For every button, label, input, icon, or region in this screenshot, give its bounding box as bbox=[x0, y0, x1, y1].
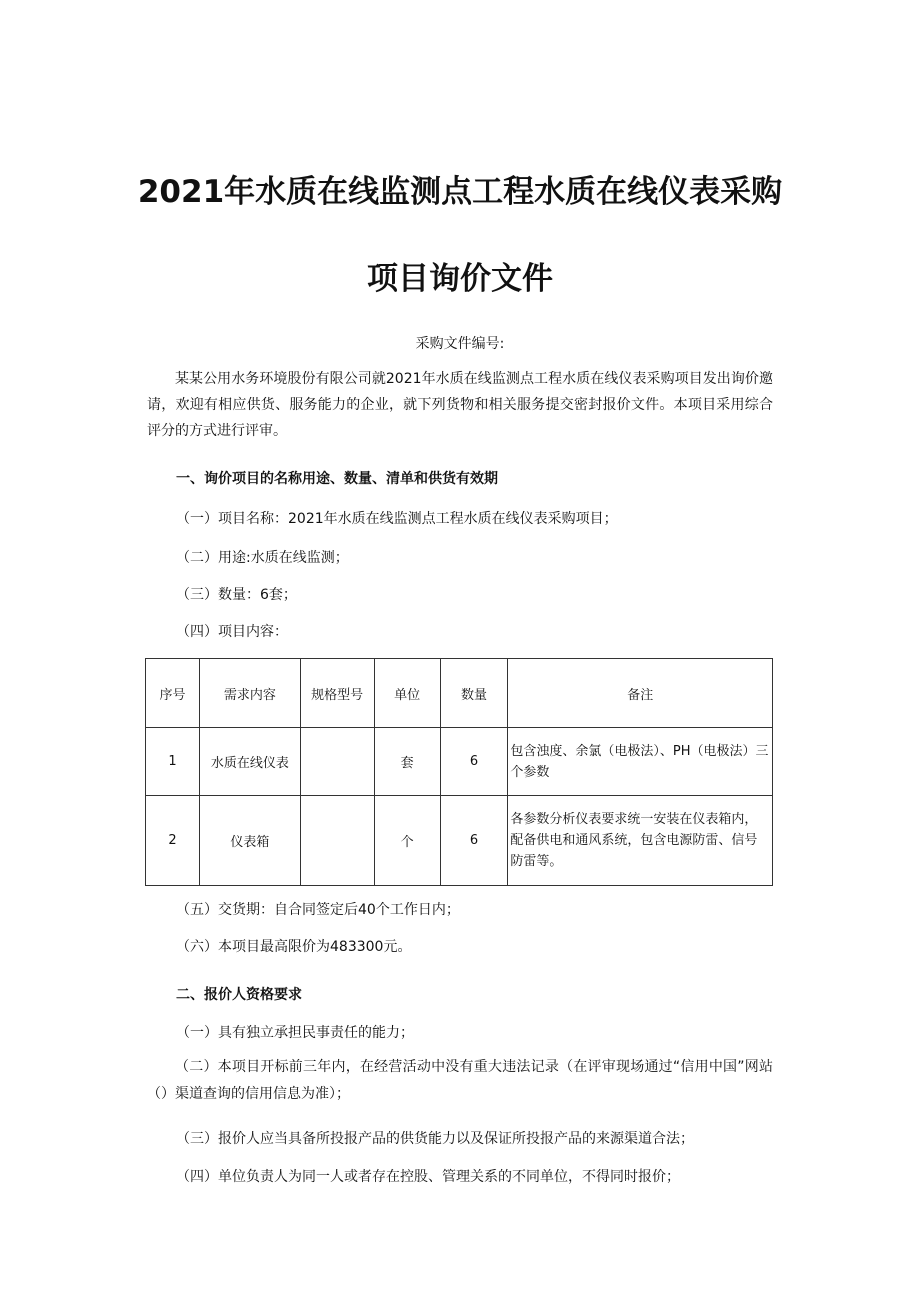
section-2-item-2: （二）本项目开标前三年内，在经营活动中没有重大违法记录（在评审现场通过“信用中国”网站（）渠道查询的信用信息为准）； bbox=[147, 1059, 773, 1102]
section-1-item-5: （五）交货期：自合同签定后40个工作日内； bbox=[176, 902, 460, 918]
row-spec-cell bbox=[300, 728, 374, 796]
section-2-item-4: （四）单位负责人为同一人或者存在控股、管理关系的不同单位，不得同时报价； bbox=[176, 1169, 680, 1185]
section-1-item-4: （四）项目内容： bbox=[176, 624, 288, 640]
section-2-item-1: （一）具有独立承担民事责任的能力； bbox=[176, 1025, 414, 1041]
table-header-cell: 单位 bbox=[374, 659, 440, 728]
section-1-heading: 一、询价项目的名称用途、数量、清单和供货有效期 bbox=[176, 471, 498, 487]
section-1-item-6: （六）本项目最高限价为483300元。 bbox=[176, 939, 412, 955]
row-content-cell: 水质在线仪表 bbox=[199, 728, 300, 796]
document-title-line-1: 2021年水质在线监测点工程水质在线仪表采购 bbox=[137, 174, 783, 210]
table-row bbox=[146, 728, 773, 796]
section-1-item-1: （一）项目名称：2021年水质在线监测点工程水质在线仪表采购项目； bbox=[176, 511, 618, 527]
row-number-cell: 2 bbox=[146, 796, 200, 886]
table-header-cell: 需求内容 bbox=[199, 659, 300, 728]
row-content-cell: 仪表箱 bbox=[199, 796, 300, 886]
row-note-cell: 各参数分析仪表要求统一安装在仪表箱内，配备供电和通风系统，包含电源防雷、信号防雷等。 bbox=[508, 796, 773, 886]
document-title-line-2: 项目询价文件 bbox=[367, 261, 553, 297]
section-2-item-3: （三）报价人应当具备所投报产品的供货能力以及保证所投报产品的来源渠道合法； bbox=[176, 1131, 694, 1147]
doc-number-label: 采购文件编号: bbox=[415, 336, 505, 352]
row-qty-cell: 6 bbox=[440, 728, 508, 796]
row-number-cell: 1 bbox=[146, 728, 200, 796]
row-note-cell: 包含浊度、余氯（电极法）、PH（电极法）三个参数 bbox=[508, 728, 773, 796]
project-content-table bbox=[145, 658, 773, 886]
table-header-cell: 备注 bbox=[508, 659, 773, 728]
intro-paragraph: 某某公用水务环境股份有限公司就2021年水质在线监测点工程水质在线仪表采购项目发出询价邀请，欢迎有相应供货、服务能力的企业，就下列货物和相关服务提交密封报价文件。本项目采用综合评分的方式进行评审。 bbox=[147, 371, 773, 439]
table-header-cell: 规格型号 bbox=[300, 659, 374, 728]
row-unit-cell: 套 bbox=[374, 728, 440, 796]
section-1-item-3: （三）数量：6套； bbox=[176, 587, 297, 603]
row-qty-cell: 6 bbox=[440, 796, 508, 886]
table-header-cell: 序号 bbox=[146, 659, 200, 728]
table-header-cell: 数量 bbox=[440, 659, 508, 728]
row-spec-cell bbox=[300, 796, 374, 886]
row-unit-cell: 个 bbox=[374, 796, 440, 886]
section-2-heading: 二、报价人资格要求 bbox=[176, 987, 302, 1003]
table-header-row bbox=[146, 659, 773, 728]
section-1-item-2: （二）用途:水质在线监测； bbox=[176, 550, 349, 566]
table-row bbox=[146, 796, 773, 886]
